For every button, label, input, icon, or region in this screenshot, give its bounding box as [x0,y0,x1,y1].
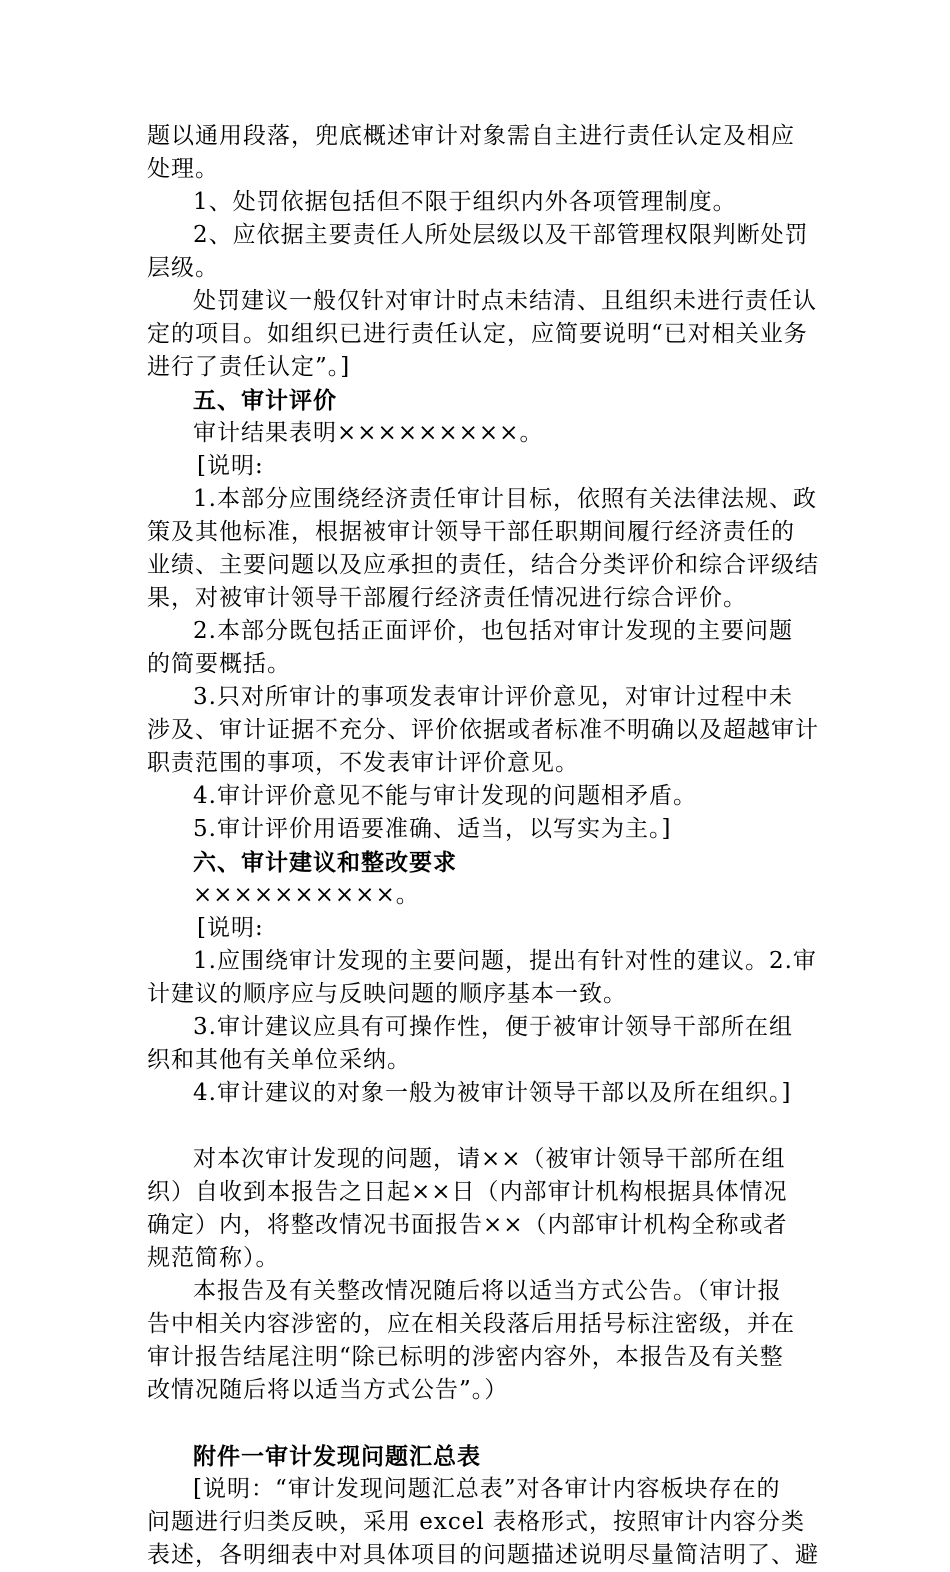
text-line: 织）自收到本报告之日起××日（内部审计机构根据具体情况 [147,1179,788,1205]
text-line: 策及其他标准，根据被审计领导干部任职期间履行经济责任的 [147,519,795,545]
text-line: 审计结果表明×××××××××。 [193,420,544,446]
text-line: 的简要概括。 [147,651,291,677]
text-line: 表述，各明细表中对具体项目的问题描述说明尽量简洁明了、避 [147,1542,819,1568]
text-line: 确定）内，将整改情况书面报告××（内部审计机构全称或者 [147,1212,788,1238]
text-line: 改情况随后将以适当方式公告”。） [147,1377,509,1403]
text-line: 进行了责任认定”。] [147,354,351,380]
text-line: 审计报告结尾注明“除已标明的涉密内容外，本报告及有关整 [147,1344,784,1370]
text-line: 5.审计评价用语要准确、适当，以写实为主。] [193,816,672,842]
text-line: 问题进行归类反映，采用 excel 表格形式，按照审计内容分类 [147,1509,806,1535]
text-line: 计建议的顺序应与反映问题的顺序基本一致。 [147,981,627,1007]
text-line: 织和其他有关单位采纳。 [147,1047,411,1073]
paragraph-gap [147,1407,807,1440]
text-line: 题以通用段落，兜底概述审计对象需自主进行责任认定及相应 [147,123,795,149]
text-line: [说明: [197,915,264,941]
text-line: [说明：“审计发现问题汇总表”对各审计内容板块存在的 [193,1476,781,1502]
text-line: 2.本部分既包括正面评价，也包括对审计发现的主要问题 [193,618,793,644]
text-line: 果，对被审计领导干部履行经济责任情况进行综合评价。 [147,585,747,611]
text-line: 处理。 [147,156,219,182]
text-line: 对本次审计发现的问题，请××（被审计领导干部所在组 [193,1146,786,1172]
text-line: 职责范围的事项，不发表审计评价意见。 [147,750,579,776]
text-line: 4.审计建议的对象一般为被审计领导干部以及所在组织。] [193,1080,792,1106]
text-line: 涉及、审计证据不充分、评价依据或者标准不明确以及超越审计 [147,717,819,743]
text-line: 1.本部分应围绕经济责任审计目标，依照有关法律法规、政 [193,486,817,512]
text-line: 3.审计建议应具有可操作性，便于被审计领导干部所在组 [193,1014,793,1040]
text-line: 3.只对所审计的事项发表审计评价意见，对审计过程中未 [193,684,793,710]
text-line: ××××××××××。 [193,882,420,908]
text-line: 处罚建议一般仅针对审计时点未结清、且组织未进行责任认 [193,288,817,314]
text-line: 本报告及有关整改情况随后将以适当方式公告。（审计报 [193,1278,782,1304]
text-line: 4.审计评价意见不能与审计发现的问题相矛盾。 [193,783,697,809]
text-line: 规范简称）。 [147,1245,280,1271]
section-heading-suggestions: 六、审计建议和整改要求 [193,849,457,876]
text-line: 1、处罚依据包括但不限于组织内外各项管理制度。 [193,189,737,215]
section-heading-evaluation: 五、审计评价 [193,387,337,414]
text-line: 2、应依据主要责任人所处层级以及干部管理权限判断处罚 [193,222,809,248]
appendix-heading: 附件一审计发现问题汇总表 [193,1443,481,1470]
document-body [147,120,819,1572]
text-line: 层级。 [147,255,219,281]
text-line: 定的项目。如组织已进行责任认定，应简要说明“已对相关业务 [147,321,808,347]
paragraph-gap [147,1110,807,1143]
text-line: 告中相关内容涉密的，应在相关段落后用括号标注密级，并在 [147,1311,795,1337]
text-line: [说明: [197,453,264,479]
text-line: 业绩、主要问题以及应承担的责任，结合分类评价和综合评级结 [147,552,819,578]
text-line: 1.应围绕审计发现的主要问题，提出有针对性的建议。2.审 [193,948,817,974]
